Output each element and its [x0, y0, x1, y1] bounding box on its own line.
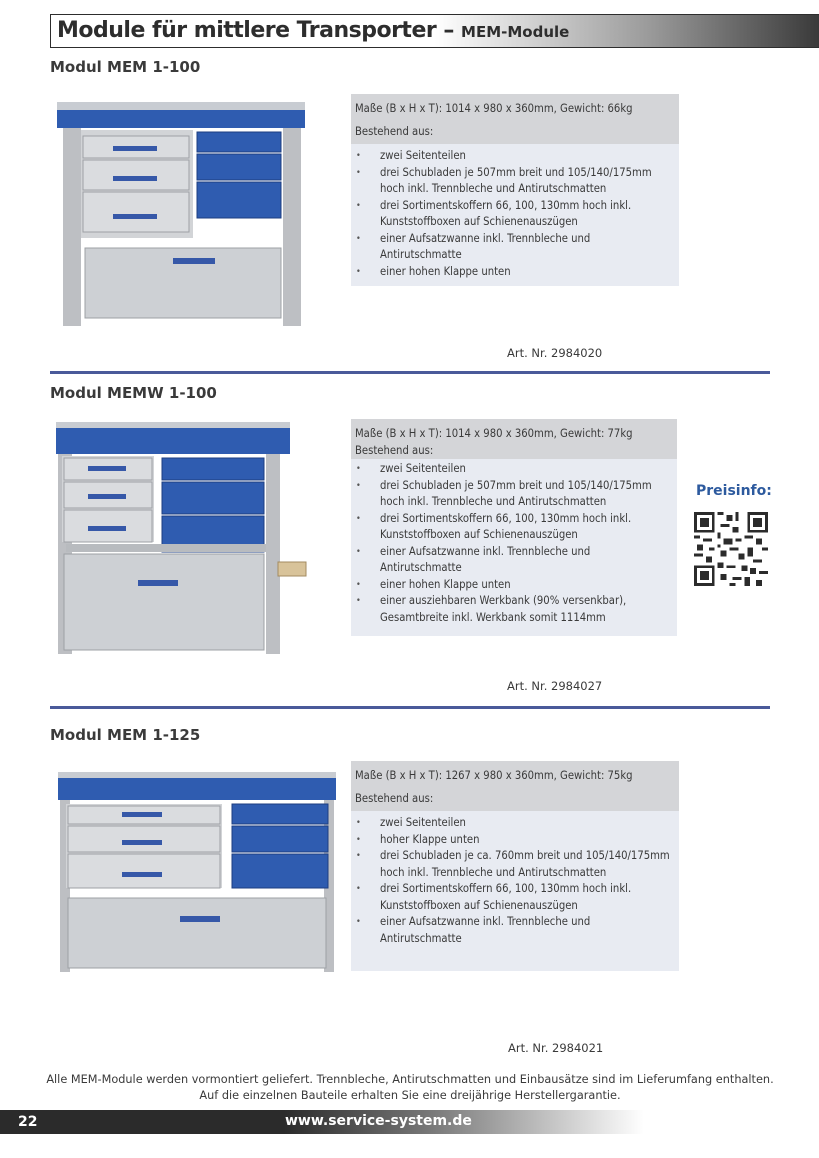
spec-box — [351, 419, 677, 636]
spec-list — [351, 144, 679, 286]
article-number: Art. Nr. 2984021 — [508, 1041, 604, 1055]
cabinet-image-mem-1-125 — [56, 770, 340, 976]
title-sub: MEM-Module — [461, 23, 570, 41]
module-title: Modul MEM 1-125 — [50, 726, 201, 744]
qr-code-icon[interactable] — [694, 512, 768, 586]
list-item: • einer Aufsatzwanne inkl. Trennbleche und Antirutschmatte — [355, 231, 675, 264]
list-item: • einer hohen Klappe unten — [355, 577, 673, 594]
dimensions: Maße (B x H x T): 1014 x 980 x 360mm, Gewicht: 66kg — [355, 102, 633, 115]
section-divider — [50, 706, 770, 709]
title-main: Module für mittlere Transporter – — [57, 18, 462, 43]
page-title — [57, 18, 569, 43]
module-title: Modul MEMW 1-100 — [50, 384, 217, 402]
list-item: • einer Aufsatzwanne inkl. Trennbleche und Antirutschmatte — [355, 914, 675, 947]
cabinet-image-memw-1-100 — [52, 420, 310, 660]
list-item: • einer ausziehbaren Werkbank (90% versenkbar), Gesamtbreite inkl. Werkbank somit 1114mm — [355, 593, 673, 626]
list-item: • drei Schubladen je ca. 760mm breit und 105/140/175mm hoch inkl. Trennbleche und Antirutschmatten — [355, 848, 675, 881]
list-item: • einer hohen Klappe unten — [355, 264, 675, 281]
dimensions: Maße (B x H x T): 1014 x 980 x 360mm, Gewicht: 77kg — [355, 427, 633, 440]
consists-label: Bestehend aus: — [355, 444, 434, 457]
list-item: • drei Schubladen je 507mm breit und 105/140/175mm hoch inkl. Trennbleche und Antirutschmatten — [355, 165, 675, 198]
spec-list — [351, 811, 679, 971]
cabinet-image-mem-1-100 — [55, 100, 310, 332]
module-title: Modul MEM 1-100 — [50, 58, 201, 76]
list-item: • drei Sortimentskoffern 66, 100, 130mm hoch inkl. Kunststoffboxen auf Schienenauszügen — [355, 198, 675, 231]
price-info-label: Preisinfo: — [696, 483, 772, 499]
spec-box — [351, 761, 679, 971]
page-number: 22 — [0, 1110, 44, 1134]
consists-label: Bestehend aus: — [355, 125, 434, 138]
spec-list — [351, 459, 677, 636]
dimensions: Maße (B x H x T): 1267 x 980 x 360mm, Gewicht: 75kg — [355, 769, 633, 782]
list-item: • zwei Seitenteilen — [355, 815, 675, 832]
page-footer — [0, 1110, 819, 1134]
list-item: • einer Aufsatzwanne inkl. Trennbleche und Antirutschmatte — [355, 544, 673, 577]
list-item: • drei Sortimentskoffern 66, 100, 130mm hoch inkl. Kunststoffboxen auf Schienenauszügen — [355, 511, 673, 544]
section-divider — [50, 371, 770, 374]
list-item: • drei Sortimentskoffern 66, 100, 130mm hoch inkl. Kunststoffboxen auf Schienenauszügen — [355, 881, 675, 914]
consists-label: Bestehend aus: — [355, 792, 434, 805]
list-item: • zwei Seitenteilen — [355, 148, 675, 165]
list-item: • hoher Klappe unten — [355, 832, 675, 849]
page-header — [50, 14, 819, 48]
list-item: • drei Schubladen je 507mm breit und 105/140/175mm hoch inkl. Trennbleche und Antirutschmatten — [355, 478, 673, 511]
article-number: Art. Nr. 2984020 — [507, 346, 603, 360]
list-item: • zwei Seitenteilen — [355, 461, 673, 478]
article-number: Art. Nr. 2984027 — [507, 679, 603, 693]
spec-box — [351, 94, 679, 286]
spec-head — [351, 419, 677, 459]
spec-head — [351, 94, 679, 144]
footnote: Alle MEM-Module werden vormontiert geliefert. Trennbleche, Antirutschmatten und Einbausätze sind im Lieferumfang enthalten. Auf die einzelnen Bauteile erhalten Sie eine dreijährige Herstellergarantie. — [46, 1073, 774, 1102]
spec-head — [351, 761, 679, 811]
website-link[interactable]: www.service-system.de — [285, 1113, 472, 1129]
